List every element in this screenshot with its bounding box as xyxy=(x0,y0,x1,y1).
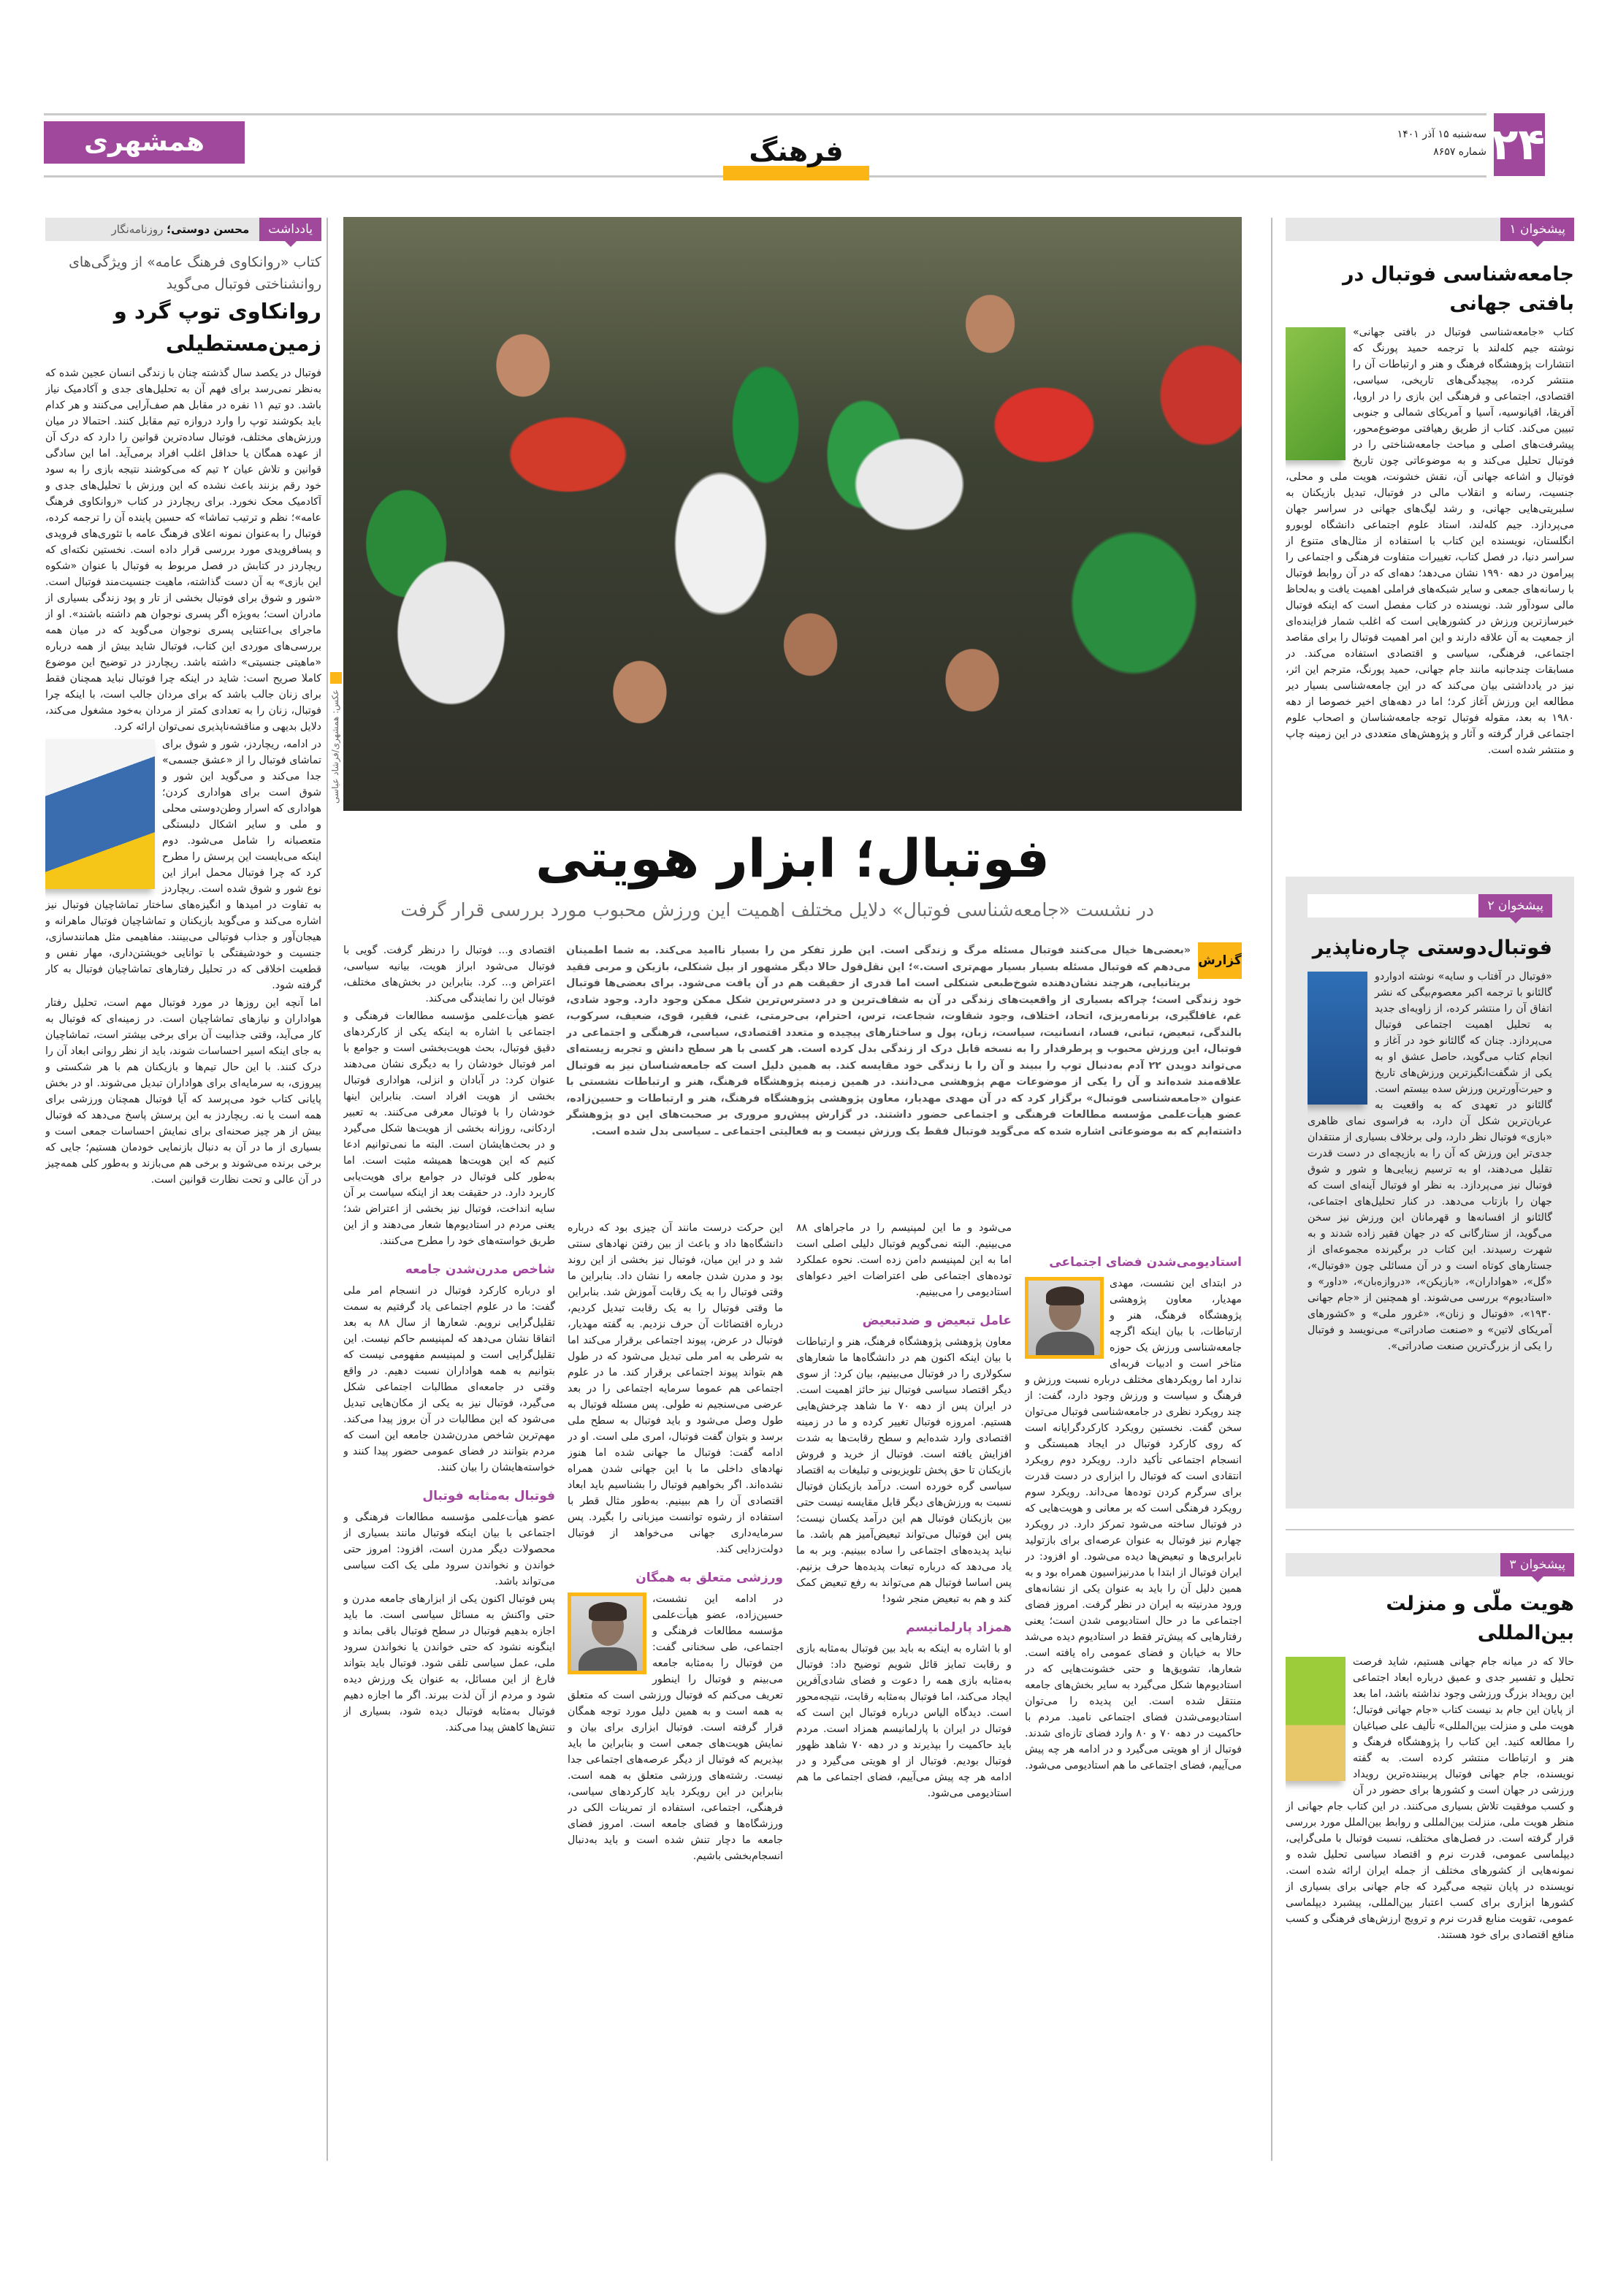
article-column-3 xyxy=(796,1220,1012,2162)
article-column-1 xyxy=(343,942,555,2162)
shelf-label: پیشخوان ۱ xyxy=(1500,218,1574,241)
report-label: گزارش xyxy=(1198,942,1242,979)
article-paragraph: در ابتدای این نشست، مهدی مهدیار، معاون پژوهشی پژوهشگاه فرهنگ، هنر و ارتباطات، با بیان اینکه اگرچه جامعه‌شناسی ورزش یک حوزه متاخر است و ادبیات فربه‌ای ندارد اما رویکردهای مختلف درباره نسبت ورزش و فرهنگ و سیاست و ورزش وجود دارد، گفت: از چند رویکرد نظری در جامعه‌شناسی فوتبال می‌توان سخن گفت. نخستین رویکرد کارکردگرایانه است که روی کارکرد فوتبال در ایجاد همبستگی و انسجام اجتماعی تأکید دارد. رویکرد دوم رویکرد انتقادی است که فوتبال را ابزاری در دست قدرت برای سرگرم کردن توده‌ها می‌داند. رویکرد سوم رویکرد فرهنگی است که بر معانی و هویت‌هایی که در فوتبال ساخته می‌شود تمرکز دارد. در رویکرد چهارم نیز فوتبال به عنوان عرصه‌ای برای بازتولید نابرابری‌ها و تبعیض‌ها دیده می‌شود. او افزود: در ایران فوتبال از ابتدا با مدرنیزاسیون همراه بود و به همین دلیل آن را باید به عنوان یکی از نشانه‌های ورود مدرنیته به ایران در نظر گرفت. امروز فضای اجتماعی ما در حال استادیومی شدن است؛ یعنی رفتارهایی که پیش‌تر فقط در استادیوم دیده می‌شد حالا به خیابان و فضای عمومی راه یافته است. شعارها، تشویق‌ها و حتی خشونت‌هایی که در استادیوم‌ها شکل می‌گیرد به سایر بخش‌های جامعه منتقل شده است. این پدیده را می‌توان استادیومی‌شدن فضای اجتماعی نامید. مردم با حاکمیت در دهه ۷۰ و ۸۰ وارد فضای تازه‌ای شدند. فوتبال از او هویتی می‌گیرد و در ادامه هر چه پیش می‌آییم، فضای اجتماعی ما هم استادیومی می‌شود. xyxy=(1025,1278,1242,1771)
note-paragraph: فوتبال در یکصد سال گذشته چنان با زندگی انسان عجین شده که به‌نظر نمی‌رسد برای فهم آن به تحلیل‌های جدی و آکادمیک نیاز باشد. دو تیم ۱۱ نفره در مقابل هم صف‌آرایی می‌کنند و هر کدام باید بکوشند توپ را وارد دروازه تیم مقابل کنند. احتمالا در میان ورزش‌های مختلف، فوتبال ساده‌ترین قوانین را دارد که درک آن از عهده همگان یا حداقل اغلب افراد برمی‌آید. اما این سادگی قوانین و تلاش عیان ۲ تیم که می‌کوشند نتیجه بازی را به سود خود رقم بزنند باعث نشده که این ورزش با تحلیل‌های جدی و آکادمیک محک نخورد. برای ریچاردز در کتاب «روانکاوی فرهنگ عامه»؛ نظم و ترتیب تماشا» که حسین پاینده آن را ترجمه کرده، فوتبال را به‌عنوان نمونه اعلای فرهنگ عامه با تئوری‌های فرویدی و پسافرویدی مورد بررسی قرار داده است. نخستین نکته‌ای که ریچاردز در کتابش در فصل مربوط به فوتبال با عنوان «شکوه این بازی» به آن دست گذاشته، ماهیت جنسیت‌مند فوتبال است. «شور و شوق برای فوتبال بخشی از تار و پود زندگی بسیاری از مادران است؛ به‌ویژه اگر پسری نوجوان هم داشته باشند». او از ماجرای بی‌اعتنایی پسری نوجوان می‌گوید که در میان همه بررسی‌های موردی این کتاب، فوتبال شاید بیش از همه درباره «ماهیتی جنسیتی» داشته باشد. ریچاردز در توضیح این موضوع کاملا صریح است: شاید در اینکه چرا فوتبال نباید همچنان فقط برای زنان جالب باشد که برای مردان جالب است، با اینکه چرا فوتبال، زنان را به تعدادی کمتر از مردان به‌خود مشغول می‌کند، دلایل بدیهی و مناقشه‌ناپذیری نمی‌توان ارائه کرد. xyxy=(45,367,321,733)
note-title: روانکاوی توپ گرد و زمین‌مستطیلی xyxy=(113,299,321,356)
article-paragraph: عضو هیأت‌علمی مؤسسه مطالعات فرهنگی و اجتماعی با بیان اینکه فوتبال مانند بسیاری از محصولات دیگر مدرن است، افزود: امروز حتی خواندن و نخواندن سرود ملی یک اکت سیاسی می‌تواند باشد. xyxy=(343,1511,555,1587)
article-column-2 xyxy=(568,1220,783,2162)
page-number: ۲۴ xyxy=(1494,113,1545,176)
book-cover-image xyxy=(1308,972,1367,1105)
article-subheading: شاخص مدرن‌شدن جامعه xyxy=(405,1262,555,1277)
shelf-tag-bar xyxy=(1286,218,1574,241)
article-paragraph: پس فوتبال اکنون یکی از ابزارهای جامعه مدرن و حتی واکنش به مسائل سیاسی است. ما باید اجازه بدهیم فوتبال در سطح فوتبال باقی بماند و اینگونه نشود که حتی خواندن یا نخواندن سرود ملی، عمل سیاسی تلقی شود. فوتبال باید بتواند فارغ از این مسائل، به عنوان یک ورزش دیده شود و مردم از آن لذت ببرند. اگر ما اجازه دهیم فوتبال به‌مثابه فوتبال دیده شود، بسیاری از تنش‌ها کاهش پیدا می‌کند. xyxy=(343,1593,555,1734)
article-subheading: همزاد پارلمانیسم xyxy=(906,1620,1012,1635)
article-paragraph: این حرکت درست مانند آن چیزی بود که درباره دانشگاه‌ها داد و باعث از بین رفتن نهادهای سنتی شد و در این میان، فوتبال نیز بخشی از این روند بود و مدرن شدن جامعه را نشان داد. بنابراین ما وقتی فوتبال را به یک رقابت آموزش شد. بنابراین ما وقتی فوتبال را به یک رقابت تبدیل کردیم، درباره اقتضائات آن حرف نزدیم. به گفته مهدیار، فوتبال در عرض، پیوند اجتماعی برقرار می‌کند اما به شرطی به امر ملی تبدیل می‌شود که در طول هم بتواند پیوند اجتماعی برقرار کند. ما در علوم اجتماعی هم عموما سرمایه اجتماعی را در بعد عرضی می‌سنجیم نه طولی. پس مسئله فوتبال به طول وصل می‌شود و باید فوتبال به سطح ملی برسد و بتوان گفت فوتبال، امری ملی است. او در ادامه گفت: فوتبال ما جهانی شده اما هنوز نهادهای داخلی ما با این جهانی شدن همراه نشده‌اند. اگر بخواهیم فوتبال را بشناسیم باید ابعاد اقتصادی آن را هم ببینیم. به‌طور مثال قطر با استفاده از رشوه توانست میزبانی را بگیرد. پس سرمایه‌داری جهانی می‌خواهد از فوتبال دولت‌زدایی کند. xyxy=(568,1222,783,1555)
note-paragraph: اما آنچه این روزها در مورد فوتبال مهم است، تحلیل رفتار هواداران و نیازهای تماشاچیان است. در زمینه‌ای که فوتبال به کار می‌آید، وقتی جذابیت آن برای برخی بیشتر است، تماشاچیان به جای اینکه اسیر احساسات شوند، باید از نظر روانی ابعاد آن را درک کنند. با این حال تیم‌ها و بازیکنان هم با هر شکستی و پیروزی، به سرمایه‌ای برای هواداران تبدیل می‌شوند. او در بخش پایانی کتاب خود می‌پرسد که آیا فوتبال همچنان ورزشی برای همه است یا نه. ریچاردز به این پرسش پاسخ می‌دهد که فوتبال بیش از هر چیز صحنه‌ای برای نمایش احساسات جمعی است و بسیاری از ما در آن به دنبال بازنمایی خودمان هستیم؛ جایی که برخی برنده می‌شوند و برخی هم می‌بازند و به‌طور کلی همه‌چیز در آن عالی و تحت نظارت قوانین است. xyxy=(45,997,321,1186)
shelf-body xyxy=(1308,969,1552,1509)
shelf-label: پیشخوان ۲ xyxy=(1478,894,1552,918)
book-cover-image xyxy=(1286,327,1345,460)
article-intro xyxy=(566,942,1242,1205)
article-subheading: استادیومی‌شدن فضای اجتماعی xyxy=(1049,1255,1242,1270)
article-paragraph: اقتصادی و... فوتبال را درنظر گرفت. گویی با فوتبال می‌شود ابراز هویت، بیانیه سیاسی، اعتراض و... کرد. بنابراین در بخش‌های مختلف، فوتبال این را نمایندگی می‌کند. xyxy=(343,945,555,1004)
article-subtitle: در نشست «جامعه‌شناسی فوتبال» دلایل مختلف اهمیت این ورزش محبوب مورد بررسی قرار گرفت xyxy=(400,899,1154,920)
shelf-body xyxy=(1286,324,1574,894)
note-kicker: کتاب «روانکاوی فرهنگ عامه» از ویژگی‌های روانشناختی فوتبال می‌گوید xyxy=(69,254,321,292)
note-author-role: روزنامه‌نگار xyxy=(111,223,164,236)
article-headline: فوتبال؛ ابزار هویتی xyxy=(535,828,1050,889)
header-top-rule xyxy=(44,113,1486,115)
shelf-divider xyxy=(1286,1529,1574,1530)
shelf-item-1 xyxy=(1286,218,1574,894)
article-subheading: ورزشی متعلق به همگان xyxy=(635,1571,783,1585)
issue-info xyxy=(1373,126,1486,161)
intro-text: «بعضی‌ها خیال می‌کنند فوتبال مسئله مرگ و زندگی است. این طرز تفکر من را بسیار ناامید می‌کند. به شما اطمینان می‌دهم که فوتبال مسئله بسیار بسیار مهم‌تری است.»؛ این نقل‌قول حالا دیگر مشهور از بیل شنکلی، بازیکن و مربی فقید بریتانیایی، هرچند نشان‌دهنده شوخ‌طبعی شنکلی است اما قدری از حقیقت هم در آن یافت می‌شود. برای بعضی‌ها فوتبال خود زندگی است؛ چراکه بسیاری از واقعیت‌های زندگی در آن به شفاف‌ترین و در دسترس‌ترین شکل ممکن وجود دارد. وجود شادی، غم، غافلگیری، برنامه‌ریزی، اتحاد، اختلاف، وجود شقاوت، شجاعت، ترس، احترام، بی‌حرمتی، غنی، فقیر، قوی، ضعیف، سرکوب، بالندگی، تبعیض، تبانی، فساد، انسانیت، سیاست، زبان، پول و ساختارهای پیچیده و متعدد اقتصادی، سیاسی، فرهنگی و اجتماعی در فوتبال، این ورزش محبوب و پرطرفدار را به نسخه قابل درک از زندگی بدل کرده است. هر کسی با هر سطح دانش و تجربه زیسته‌ای می‌تواند دویدن ۲۲ آدم به‌دنبال توپ را ببیند و آن را با زندگی خود مقایسه کند. به همین دلیل است که جامعه‌شناسان نیز به فوتبال علاقه‌مند شده‌اند و آن را یکی از موضوعات مهم پژوهشی می‌دانند. در همین زمینه پژوهشگاه فرهنگ، هنر و ارتباطات نشستی با عنوان «جامعه‌شناسی فوتبال» برگزار کرد که در آن مهدی مهدیار، معاون پژوهشی پژوهشگاه فرهنگ، هنر و ارتباطات و حسین‌زاده، عضو هیأت‌علمی مؤسسه مطالعات فرهنگی و اجتماعی حضور داشتند. در گزارش پیش‌رو مروری بر صحبت‌های این دو پژوهشگر داشته‌ایم که به موضوعاتی اشاره شده که می‌گوید فوتبال فقط یک ورزش نیست و به فعالیتی اجتماعی ـ سیاسی بدل شده است. xyxy=(566,945,1242,1137)
note-byline xyxy=(102,218,260,241)
article-paragraph: می‌شود و ما این لمپنیسم را در ماجراهای ۸۸ می‌بینیم. البته نمی‌گویم فوتبال دلیلی اصلی است اما به این لمپنیسم دامن زده است. نحوه عملکرد توده‌های اجتماعی طی اعتراضات اخیر دعواهای استادیومی را می‌بینیم. xyxy=(796,1222,1012,1298)
portrait-mahdiar-photo xyxy=(1025,1277,1104,1359)
shelf-item-2 xyxy=(1286,877,1574,1509)
issue-number: شماره ۸۶۵۷ xyxy=(1433,146,1486,158)
article-subheading: فوتبال به‌مثابه فوتبال xyxy=(422,1489,555,1503)
note-column xyxy=(45,218,321,2170)
section-accent-bar xyxy=(723,166,869,180)
column-divider xyxy=(1271,218,1272,2161)
issue-date: سه‌شنبه ۱۵ آذر ۱۴۰۱ xyxy=(1397,129,1486,140)
shelf-text: حالا که در میانه جام جهانی هستیم، شاید فرصت تحلیل و تفسیر جدی و عمیق درباره ابعاد اجتماعی این رویداد بزرگ ورزشی وجود نداشته باشد، اما بعد از پایان این جام بد نیست کتاب «جام جهانی فوتبال؛ هویت ملی و منزلت بین‌المللی» تألیف علی صباغیان را مطالعه کنید. این کتاب را پژوهشگاه فرهنگ و هنر و ارتباطات منتشر کرده است. به گفته نویسنده، جام جهانی فوتبال پربیننده‌ترین رویداد ورزشی در جهان است و کشورها برای حضور در آن و کسب موفقیت تلاش بسیاری می‌کنند. در این کتاب جام جهانی از منظر هویت ملی، منزلت بین‌المللی و روابط بین‌الملل مورد بررسی قرار گرفته است. در فصل‌های مختلف، نسبت فوتبال با ملی‌گرایی، دیپلماسی عمومی، قدرت نرم و اقتصاد سیاسی تحلیل شده و نمونه‌هایی از کشورهای مختلف از جمله ایران ارائه شده است. نویسنده در پایان نتیجه می‌گیرد که جام جهانی برای بسیاری از کشورها ابزاری برای کسب اعتبار بین‌المللی، پیشبرد دیپلماسی عمومی، تقویت منابع قدرت نرم و ترویج ارزش‌های فرهنگی و کسب منافع اقتصادی برای خود هستند. xyxy=(1286,1656,1574,1941)
shelf-title: هویت ملّی و منزلت بین‌المللی xyxy=(1386,1593,1574,1644)
note-paragraph: در ادامه، ریچاردز، شور و شوق برای تماشای فوتبال را از «عشق جسمی» جدا می‌کند و می‌گوید این شور و شوق است برای هواداری کردن؛ هواداری که اسرار وطن‌دوستی محلی و ملی و سایر اشکال دلبستگی متعصبانه را شامل می‌شود. دوم اینکه می‌بایست این پرسش را مطرح کرد که چرا فوتبال محمل ابراز این نوع شور و شوق شده است. ریچاردز به تفاوت در امیدها و انگیزه‌های ساختار تماشاچیان فوتبال نیز اشاره می‌کند و می‌گوید بازیکنان و تماشاچیان فوتبال ماهرانه و هیجان‌آور و جذاب فوتبالی می‌بینند. مفاهیمی مثل همانندسازی، جنسیت و خودشیفتگی با توانایی خویشتن‌داری، مهار نفس و قطعیت اخلاقی که در تحلیل رفتارهای تماشاچیان فوتبال به کار گرفته شود. xyxy=(45,739,321,991)
article-paragraph: در ادامه این نشست، حسین‌زاده، عضو هیأت‌علمی مؤسسه مطالعات فرهنگی و اجتماعی، طی سخنانی گفت: من فوتبال را به‌مثابه جامعه می‌بینم و فوتبال را اینطور تعریف می‌کنم که فوتبال ورزشی است که متعلق به همه است و به همین دلیل مورد توجه همگان قرار گرفته است. فوتبال ابزاری برای بیان و نمایش هویت‌های جمعی است و بنابراین ما باید بپذیریم که فوتبال از دیگر عرصه‌های اجتماعی جدا نیست. رشته‌های ورزشی متعلق به همه است. بنابراین در این رویکرد باید کارکردهای سیاسی، فرهنگی، اجتماعی، استفاده از تمرینات الکی در ورزشگاه‌ها و فضای جامعه است. امروز فضای جامعه ما دچار تنش شده است و باید به‌دنبال انسجام‌بخشی باشیم. xyxy=(568,1593,783,1862)
shelf-text: «فوتبال در آفتاب و سایه» نوشته ادواردو گالئانو با ترجمه اکبر معصوم‌بیگی که نشر اتفاق آن را منتشر کرده، از زاویه‌ای جدید به تحلیل اهمیت اجتماعی فوتبال می‌پردازد. چنان که گالئانو خود در آغاز و انجام کتاب می‌گوید، حاصل عشق او به یکی از شگفت‌انگیزترین ورزش‌های تاریخ و حیرت‌آورترین ورزش سده بیستم است. گالئانو در تعهدی که به واقعیت به عریان‌ترین شکل آن دارد، به فراسوی نمای ظاهری «بازی» فوتبال نظر دارد، ولی برخلاف بسیاری از منتقدان جدی‌تر این ورزش که آن را به بازیچه‌ای در دست قدرت تقلیل می‌دهند، او به ترسیم زیبایی‌ها و شور و شوق فوتبال نیز می‌پردازد. به نظر او فوتبال آینه‌ای است که جهان را بازتاب می‌دهد. در کنار تحلیل‌های اجتماعی، گالئانو از افسانه‌ها و قهرمانان این ورزش نیز سخن می‌گوید، از ستارگانی که در جهان فقیر زاده شدند و به شهرت رسیدند. این کتاب در برگیرنده مجموعه‌ای از جستارهای کوتاه است و در آن مسائلی چون «فوتبال»، «گل»، «هواداران»، «بازیکن»، «دروازه‌بان»، «داور» و «استادیوم» بررسی می‌شوند. او همچنین از «جام جهانی ۱۹۳۰»، «فوتبال و زنان»، «غرور ملی» و «کشورهای آمریکای لاتین» و «صنعت صادراتی» می‌نویسد و فوتبال را یکی از بزرگ‌ترین صنعت صادراتی». xyxy=(1308,971,1552,1352)
note-author: محسن دوستی؛ xyxy=(167,223,250,236)
shelf-title: فوتبال‌دوستی چاره‌ناپذیر xyxy=(1312,937,1552,959)
article-subheading: عامل تبعیض و ضدتبعیض xyxy=(862,1313,1012,1328)
shelf-tag-bar xyxy=(1308,894,1552,918)
note-tag-bar xyxy=(45,218,321,241)
newspaper-logo: همشهری xyxy=(44,121,245,164)
article-paragraph: معاون پژوهشی پژوهشگاه فرهنگ، هنر و ارتباطات با بیان اینکه اکنون هم در دانشگاه‌ها ما شعارهای سکولاری را در فوتبال می‌بینیم، بیان کرد: از سوی دیگر اقتصاد سیاسی فوتبال نیز حائز اهمیت است. در ایران پس از دهه ۷۰ ما شاهد چرخش‌هایی هستیم. امروزه فوتبال تغییر کرده و ما در زمینه اقتصادی وارد شده‌ایم و سطح رقابت‌ها به شدت افزایش یافته است. فوتبال از خرید و فروش بازیکنان تا حق پخش تلویزیونی و تبلیغات به اقتصاد سیاسی گره خورده است. درآمد بازیکنان فوتبال نسبت به ورزش‌های دیگر قابل مقایسه نیست حتی بین بازیکنان فوتبال هم این درآمد یکسان نیست؛ پس این فوتبال می‌تواند تبعیض‌آمیز هم باشد. ما نباید پدیده‌های اجتماعی را ساده ببینیم. وبر به ما یاد می‌دهد که درباره تبعات پدیده‌ها حرف بزنیم. پس اساسا فوتبال هم می‌تواند به رفع تبعیض کمک کند و هم به تبعیض منجر شود! xyxy=(796,1336,1012,1605)
portrait-hosseinzadeh-photo xyxy=(568,1593,646,1674)
fans-photo xyxy=(343,217,1242,811)
section-label: فرهنگ xyxy=(749,135,844,167)
column-divider xyxy=(327,218,328,2161)
note-label: یادداشت xyxy=(259,218,321,241)
note-body xyxy=(45,365,321,2170)
shelf-text: کتاب «جامعه‌شناسی فوتبال در بافتی جهانی» نوشته جیم کله‌لند با ترجمه حمید پورنگ که انتشارات پژوهشگاه فرهنگ و هنر و ارتباطات آن را منتشر کرده، پیچیدگی‌های تاریخی، سیاسی، اقتصادی، اجتماعی و فرهنگی این بازی را در اروپا، آفریقا، اقیانوسیه، آسیا و آمریکای شمالی و جنوبی تبیین می‌کند. کتاب از طریق رهیافتی موضوع‌محور، پیشرفت‌های اصلی و مباحث جامعه‌شناختی را در فوتبال تحلیل می‌کند و به موضوعاتی چون تاریخ فوتبال و اشاعه جهانی آن، نقش خشونت، هویت ملی و محلی، جنسیت، رسانه و انقلاب مالی در فوتبال، تبدیل بازیکنان به سلبریتی‌هایی جهانی، و رشد لیگ‌های جهانی در سراسر جهان می‌پردازد. جیم کله‌لند، استاد علوم اجتماعی دانشگاه لوبورو انگلستان، نویسنده این کتاب با استفاده از مثال‌های متنوع از سراسر دنیا، در فصل کتاب، تغییرات متفاوت فرهنگی و اجتماعی را پیرامون در دهه ۱۹۹۰ نشان می‌دهد؛ دهه‌ای که در آن روابط فوتبال با رسانه‌های جمعی و سایر شبکه‌های فراملی اهمیت یافت و به‌لحاظ مالی سودآور شد. نویسنده در کتاب مفصل است که اینکه فوتبال خبرساز‌ترین ورزش در کشورهایی است که اغلب شمار فزاینده‌ای از جمعیت به آن علاقه دارند و این امر اهمیت فوتبال را برای مقاصد اجتماعی، فرهنگی، سیاسی و اقتصادی استفاده می‌کند. در مسابقات چند‌جانبه مانند جام جهانی، حمید پورنگ، مترجم این اثر، نیز در یادداشتی بیان می‌کند که در این جامعه‌شناسی بسیار دیر مطالعه این ورزش آغاز کرد؛ اما در دهه‌های اخیر خصوصا از دهه ۱۹۸۰ به بعد، مقوله فوتبال توجه جامعه‌شناسان و اصحاب علوم اجتماعی قرار گرفته و آثار و پژوهش‌های متعددی در این زمینه چاپ و منتشر شده است. xyxy=(1286,327,1574,756)
section-title xyxy=(723,135,869,180)
shelf-tag-bar xyxy=(1286,1553,1574,1576)
shelf-title: جامعه‌شناسی فوتبال در بافتی جهانی xyxy=(1342,263,1574,315)
photo-credit-marker xyxy=(330,672,342,684)
article-column-4 xyxy=(1025,1242,1242,2162)
article-paragraph: او با اشاره به اینکه به باید بین فوتبال به‌مثابه بازی و رقابت تمایز قائل شویم توضیح داد: فوتبال به‌مثابه بازی همه را دعوت و فضای شادی‌آفرین ایجاد می‌کند، اما فوتبال به‌مثابه رقابت، نتیجه‌محور است. دیدگاه الیاس درباره فوتبال این است که فوتبال در ایران با پارلمانیسم همزاد است. مردم باید حاکمیت را بپذیرند و در دهه ۷۰ شاهد ظهور فوتبال بودیم. فوتبال از او هویتی می‌گیرد و در ادامه هر چه پیش می‌آییم، فضای اجتماعی ما هم استادیومی می‌شود. xyxy=(796,1643,1012,1799)
article-paragraph: عضو هیأت‌علمی مؤسسه مطالعات فرهنگی و اجتماعی با اشاره به اینکه یکی از کارکردهای دقیق فوتبال، بحث هویت‌بخشی است و جوامع با امر فوتبال خودشان را به دیگری نشان می‌دهند عنوان کرد: در آبادان و انزلی، هواداری فوتبال بخشی از هویت افراد است. بنابراین اینها خودشان را با فوتبال معرفی می‌کنند. به تعبیر اردکانی، روزانه بخشی از هویت‌ها شکل می‌گیرد و در بحث‌هایشان است. البته ما نمی‌توانیم ادعا کنیم که این هویت‌ها همیشه مثبت است. اما به‌طور کلی فوتبال در جوامع برای هویت‌یابی کاربرد دارد. در حقیقت بعد از اینکه سیاست بر آن سایه انداخت، فوتبال نیز بخشی از اعتراض شد؛ یعنی مردم در استادیوم‌ها شعار می‌دهند و از این طریق خواسته‌های خود را مطرح می‌کنند. xyxy=(343,1010,555,1247)
shelf-body xyxy=(1286,1654,1574,2194)
photo-credit: عکس: همشهری/فرشاد عباسی xyxy=(330,689,340,804)
shelf-label: پیشخوان ۳ xyxy=(1500,1553,1574,1576)
shelf-item-3 xyxy=(1286,1553,1574,2194)
article-paragraph: او درباره کارکرد فوتبال در انسجام امر ملی گفت: ما در علوم اجتماعی یاد گرفتیم به سمت تقلیل‌گرایی نرویم. شعارها از سال ۸۸ به بعد اتفاقا نشان می‌دهد که لمپنیسم حاکم نیست. این تقلیل‌گرایی است و لمپنیسم مفهومی نیست که بتوانیم به همه هواداران نسبت دهیم. در واقع وقتی در جامعه‌ای مطالبات اجتماعی شکل می‌گیرد، فوتبال نیز به یکی از مکان‌هایی تبدیل می‌شود که این مطالبات در آن بروز پیدا می‌کند. مهم‌ترین شاخص مدرن‌شدن جامعه این است که مردم بتوانند در فضای عمومی حضور پیدا کنند و خواسته‌هایشان را بیان کنند. xyxy=(343,1285,555,1473)
book-cover-image xyxy=(1286,1657,1345,1781)
book-cover-image xyxy=(45,739,155,889)
